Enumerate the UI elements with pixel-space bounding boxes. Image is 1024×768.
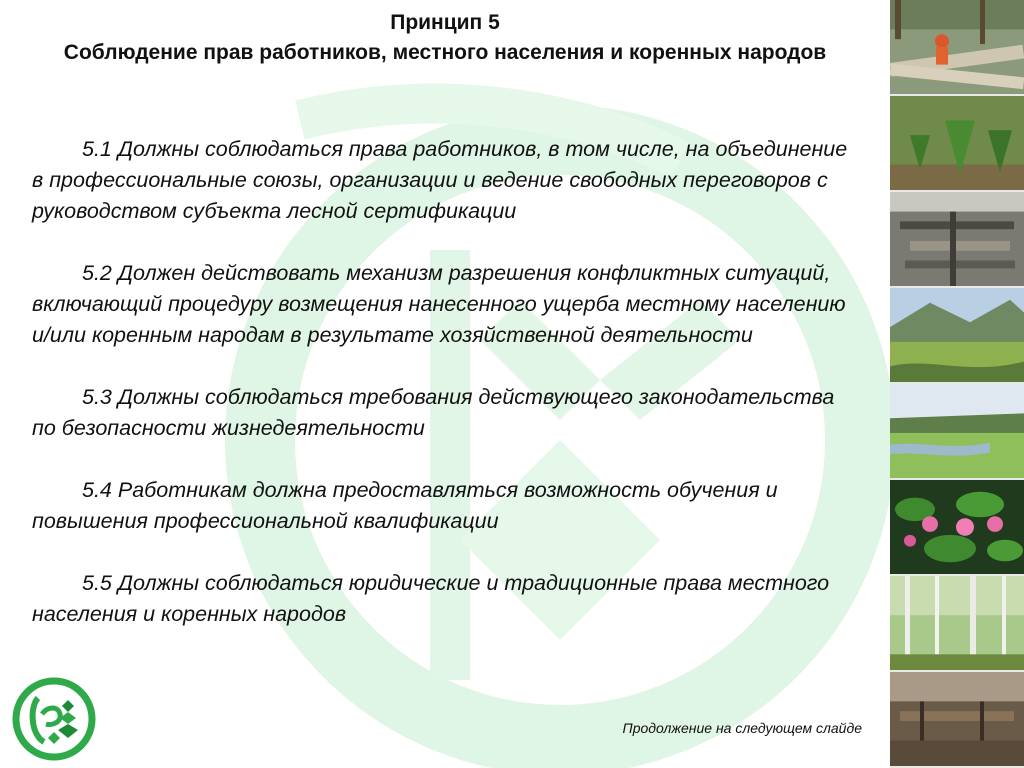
pine-seedlings-photo [890,96,1024,192]
river-meadow-photo [890,384,1024,480]
principle-item: 5.5 Должны соблюдаться юридические и традиционные права местного населения и коренных народов [32,571,830,626]
water-lilies-photo [890,480,1024,576]
organization-logo [8,676,102,762]
mountain-valley-photo [890,288,1024,384]
principle-item: 5.4 Работникам должна предоставляться возможность обучения и повышения профессиональной квалификации [32,478,778,533]
birch-forest-photo [890,576,1024,672]
photo-strip [890,0,1024,768]
principle-heading: Соблюдение прав работников, местного населения и коренных народов [63,41,827,64]
slide-title [20,8,870,68]
principle-item: 5.3 Должны соблюдаться требования действующего законодательства по безопасности жизнедеятельности [32,385,835,440]
continued-note: Продолжение на следующем слайде [622,720,862,736]
logging-workers-photo [890,0,1024,96]
principle-item: 5.1 Должны соблюдаться права работников, в том числе, на объединение в профессиональные союзы, организации и ведение свободных переговоров с руководством субъекта лесной сертификации [32,137,848,223]
principles-list [32,134,852,661]
sawmill-interior-photo [890,192,1024,288]
workshop-interior-photo [890,672,1024,768]
principle-number: Принцип 5 [390,11,500,34]
principle-item: 5.2 Должен действовать механизм разрешения конфликтных ситуаций, включающий процедуру возмещения нанесенного ущерба местному населению и/или коренным народам в результате хозяйственной деятельности [32,261,846,347]
